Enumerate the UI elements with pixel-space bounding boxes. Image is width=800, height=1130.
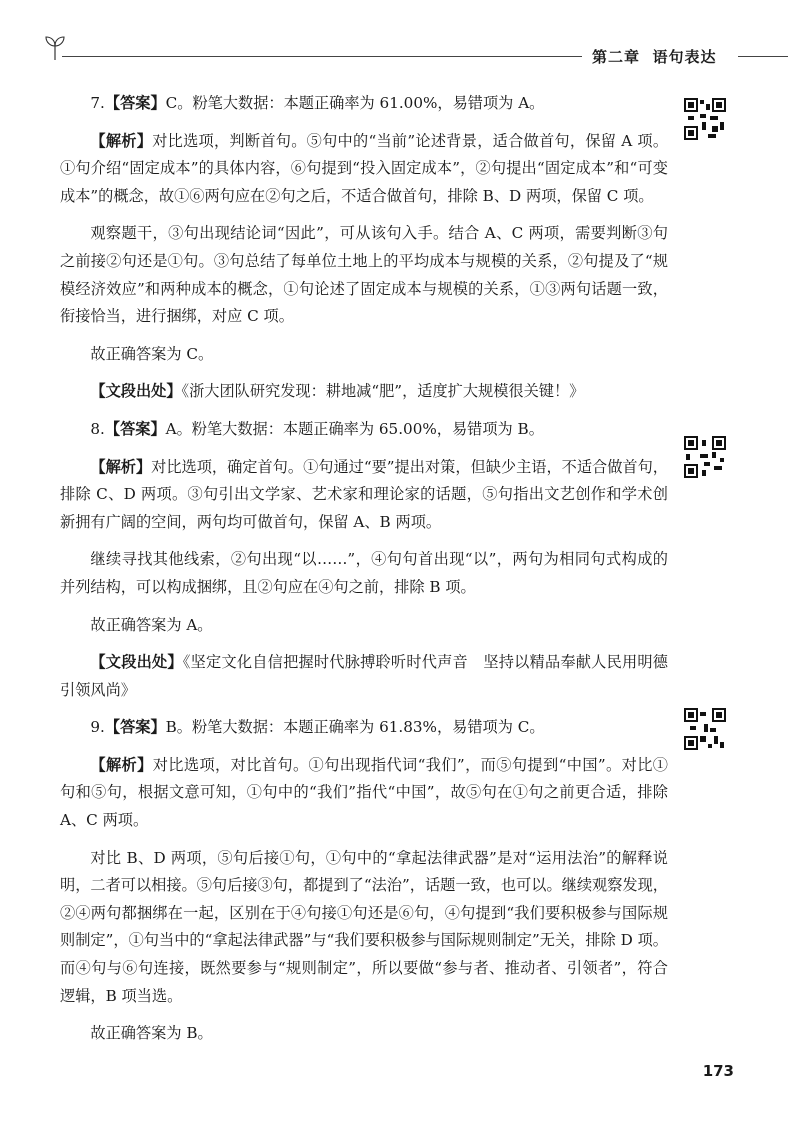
analysis-tag: 【解析】 [90,755,153,774]
q9-answer-text: B。粉笔大数据：本题正确率为 61.83%，易错项为 C。 [165,718,545,737]
q7-analysis-2: 观察题干，③句出现结论词“因此”，可从该句入手。结合 A、C 两项，需要判断③句之前接②句还是①句。③句总结了每单位土地上的平均成本与规模的关系，②句提及了“规模经济效应”和两种成本的概念，①句论述了固定成本与规模的关系，①③两句话题一致，衔接恰当，进行捆绑，对应 C 项。 [60,224,668,326]
qr-code-icon[interactable] [684,436,726,478]
q9-conclusion: 故正确答案为 B。 [90,1024,213,1043]
answer-tag: 【答案】 [104,718,166,737]
q8-analysis-2: 继续寻找其他线索，②句出现“以……”，④句句首出现“以”，两句为相同句式构成的并列结构，可以构成捆绑，且②句应在④句之前，排除 B 项。 [60,550,668,596]
page-number: 173 [702,1062,734,1080]
q7-source: 【文段出处】《浙大团队研究发现：耕地减“肥”，适度扩大规模很关键！》 [90,382,585,401]
chapter-title [592,46,716,67]
source-tag: 【文段出处】 [90,653,183,672]
sprout-icon [44,34,66,62]
page-header [0,28,800,68]
q8-conclusion: 故正确答案为 A。 [90,615,213,634]
analysis-tag: 【解析】 [90,457,152,476]
q8-answer-text: A。粉笔大数据：本题正确率为 65.00%，易错项为 B。 [165,419,544,438]
qr-code-icon[interactable] [684,708,726,750]
q8-analysis-1: 【解析】对比选项，确定首句。①句通过“要”提出对策，但缺少主语，不适合做首句，排除 C、D 两项。③句引出文学家、艺术家和理论家的话题，⑤句指出文艺创作和学术创新拥有广阔的空间，两句均可做首句，保留 A、B 两项。 [60,457,668,531]
q9-analysis-1: 【解析】对比选项，对比首句。①句出现指代词“我们”，而⑤句提到“中国”。对比①句和⑤句，根据文意可知，①句中的“我们”指代“中国”，故⑤句在①句之前更合适，排除 A、C 两项。 [60,755,668,830]
q9-analysis-2: 对比 B、D 两项，⑤句后接①句，①句中的“拿起法律武器”是对“运用法治”的解释说明，二者可以相接。⑤句后接③句，都提到了“法治”，话题一致，也可以。继续观察发现，②④两句都捆绑在一起，区别在于④句接①句还是⑥句，④句提到“我们要积极参与国际规则制定”，①句当中的“拿起法律武器”与“我们要积极参与国际规则制定”无关，排除 D 项。而④句与⑥句连接，既然要参与“规则制定”，所以要做“参与者、推动者、引领者”，符合逻辑，B 项当选。 [60,848,668,1005]
q9-answer: 9.【答案】B。粉笔大数据：本题正确率为 61.83%，易错项为 C。 [90,718,545,737]
answer-tag: 【答案】 [104,419,166,438]
section-title: 语句表达 [652,48,717,66]
q7-answer: 7.【答案】C。粉笔大数据：本题正确率为 61.00%，易错项为 A。 [90,94,545,112]
qr-code-icon[interactable] [684,98,726,140]
header-rule-left [62,56,582,57]
analysis-tag: 【解析】 [90,131,153,150]
q7-conclusion: 故正确答案为 C。 [90,344,214,363]
q7-analysis-1: 【解析】对比选项，判断首句。⑤句中的“当前”论述背景，适合做首句，保留 A 项。①句介绍“固定成本”的具体内容，⑥句提到“投入固定成本”，②句提出“固定成本”和“可变成本”的概念，故①⑥两句应在②句之后，不适合做首句，排除 B、D 两项，保留 C 项。 [60,131,669,205]
answer-content [60,90,668,1048]
chapter-number: 第二章 [592,48,641,66]
source-tag: 【文段出处】 [90,382,182,401]
header-rule-right [738,56,788,57]
q8-source: 【文段出处】《坚定文化自信把握时代脉搏聆听时代声音 坚持以精品奉献人民用明德引领风尚》 [60,653,668,699]
q7-answer-text: C。粉笔大数据：本题正确率为 61.00%，易错项为 A。 [165,94,545,112]
q8-answer: 8.【答案】A。粉笔大数据：本题正确率为 65.00%，易错项为 B。 [90,419,544,438]
answer-tag: 【答案】 [104,94,166,112]
